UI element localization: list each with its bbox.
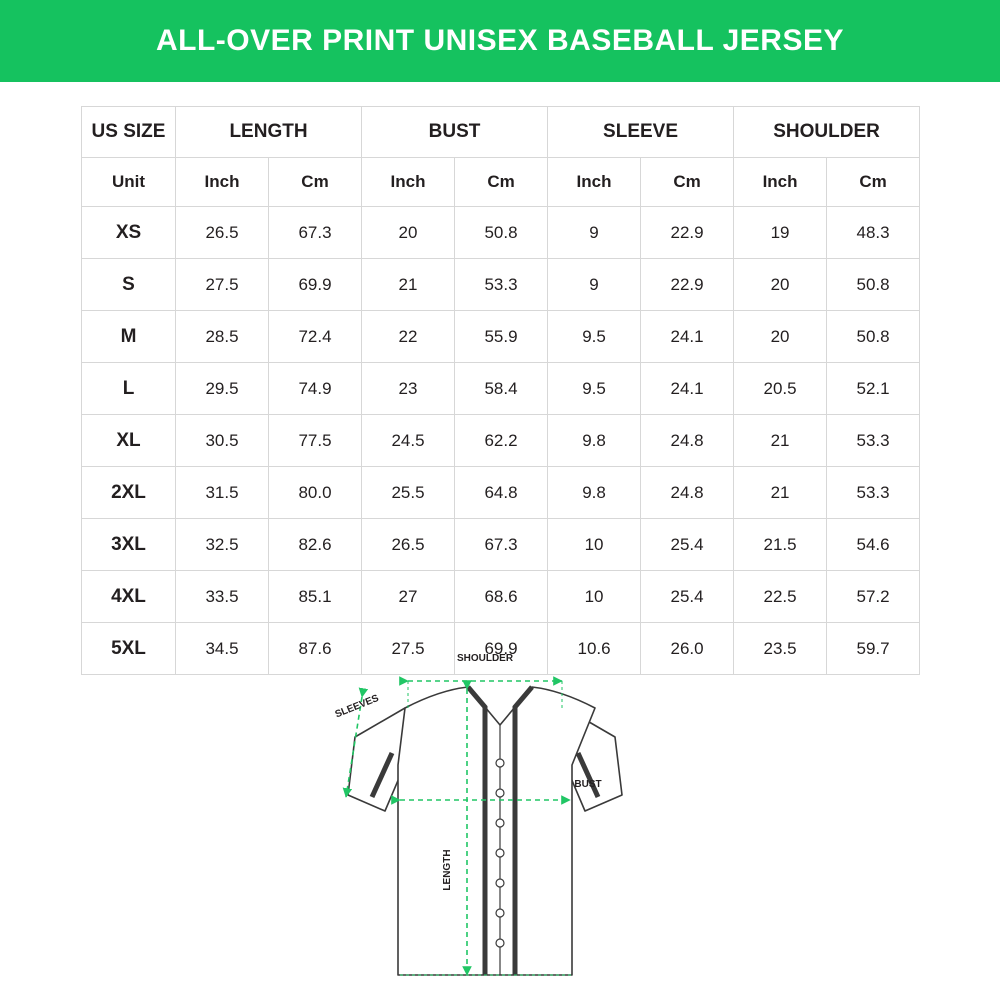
cell-sleeve-cm: 22.9 bbox=[641, 259, 734, 311]
row-size-label: 3XL bbox=[82, 519, 176, 571]
cell-length-inch: 33.5 bbox=[176, 571, 269, 623]
cell-bust-cm: 67.3 bbox=[455, 519, 548, 571]
table-row bbox=[82, 207, 920, 259]
cell-shoulder-cm: 50.8 bbox=[827, 259, 920, 311]
table-row bbox=[82, 519, 920, 571]
cell-length-inch: 32.5 bbox=[176, 519, 269, 571]
cell-bust-inch: 25.5 bbox=[362, 467, 455, 519]
cell-length-cm: 77.5 bbox=[269, 415, 362, 467]
cell-shoulder-cm: 48.3 bbox=[827, 207, 920, 259]
label-bust: BUST bbox=[574, 779, 602, 790]
cell-shoulder-cm: 53.3 bbox=[827, 467, 920, 519]
cell-sleeve-cm: 25.4 bbox=[641, 519, 734, 571]
page-title: ALL-OVER PRINT UNISEX BASEBALL JERSEY bbox=[155, 24, 845, 57]
cell-bust-cm: 53.3 bbox=[455, 259, 548, 311]
cell-sleeve-inch: 9.5 bbox=[548, 363, 641, 415]
size-table bbox=[81, 106, 920, 675]
table-row bbox=[82, 571, 920, 623]
cell-shoulder-cm: 50.8 bbox=[827, 311, 920, 363]
cell-length-inch: 29.5 bbox=[176, 363, 269, 415]
cell-bust-inch: 27 bbox=[362, 571, 455, 623]
unit-length-inch: Inch bbox=[176, 158, 269, 207]
cell-bust-cm: 55.9 bbox=[455, 311, 548, 363]
cell-sleeve-inch: 10.6 bbox=[548, 623, 641, 675]
table-group-header-row bbox=[82, 107, 920, 158]
cell-length-cm: 74.9 bbox=[269, 363, 362, 415]
cell-sleeve-inch: 9 bbox=[548, 207, 641, 259]
cell-sleeve-cm: 25.4 bbox=[641, 571, 734, 623]
table-row bbox=[82, 259, 920, 311]
cell-shoulder-inch: 19 bbox=[734, 207, 827, 259]
cell-bust-cm: 68.6 bbox=[455, 571, 548, 623]
cell-length-cm: 82.6 bbox=[269, 519, 362, 571]
unit-length-cm: Cm bbox=[269, 158, 362, 207]
cell-bust-inch: 21 bbox=[362, 259, 455, 311]
cell-shoulder-cm: 59.7 bbox=[827, 623, 920, 675]
cell-bust-inch: 20 bbox=[362, 207, 455, 259]
size-table-container bbox=[81, 106, 919, 675]
cell-bust-cm: 64.8 bbox=[455, 467, 548, 519]
cell-shoulder-inch: 23.5 bbox=[734, 623, 827, 675]
label-shoulder: SHOULDER bbox=[456, 653, 514, 664]
column-header-sleeve: SLEEVE bbox=[548, 107, 734, 158]
row-size-label: M bbox=[82, 311, 176, 363]
cell-sleeve-inch: 9.8 bbox=[548, 467, 641, 519]
table-unit-row bbox=[82, 158, 920, 207]
table-row bbox=[82, 415, 920, 467]
unit-shoulder-inch: Inch bbox=[734, 158, 827, 207]
cell-bust-inch: 22 bbox=[362, 311, 455, 363]
header-banner bbox=[0, 0, 1000, 82]
cell-shoulder-inch: 21 bbox=[734, 467, 827, 519]
row-size-label: 2XL bbox=[82, 467, 176, 519]
table-row bbox=[82, 363, 920, 415]
unit-sleeve-inch: Inch bbox=[548, 158, 641, 207]
column-header-us-size: US SIZE bbox=[82, 107, 176, 158]
cell-length-inch: 34.5 bbox=[176, 623, 269, 675]
unit-label: Unit bbox=[82, 158, 176, 207]
cell-shoulder-cm: 53.3 bbox=[827, 415, 920, 467]
cell-sleeve-inch: 9.5 bbox=[548, 311, 641, 363]
column-header-bust: BUST bbox=[362, 107, 548, 158]
jersey-measurement-diagram bbox=[300, 645, 700, 995]
cell-sleeve-inch: 10 bbox=[548, 571, 641, 623]
cell-sleeve-cm: 24.1 bbox=[641, 311, 734, 363]
cell-sleeve-cm: 24.8 bbox=[641, 415, 734, 467]
row-size-label: XS bbox=[82, 207, 176, 259]
cell-bust-cm: 62.2 bbox=[455, 415, 548, 467]
cell-bust-inch: 23 bbox=[362, 363, 455, 415]
cell-shoulder-inch: 20 bbox=[734, 259, 827, 311]
row-size-label: 5XL bbox=[82, 623, 176, 675]
cell-length-inch: 27.5 bbox=[176, 259, 269, 311]
cell-length-inch: 30.5 bbox=[176, 415, 269, 467]
cell-shoulder-inch: 20 bbox=[734, 311, 827, 363]
cell-length-cm: 72.4 bbox=[269, 311, 362, 363]
cell-sleeve-cm: 26.0 bbox=[641, 623, 734, 675]
label-length: LENGTH bbox=[442, 849, 453, 891]
cell-length-inch: 28.5 bbox=[176, 311, 269, 363]
cell-length-cm: 67.3 bbox=[269, 207, 362, 259]
cell-bust-inch: 27.5 bbox=[362, 623, 455, 675]
cell-length-inch: 31.5 bbox=[176, 467, 269, 519]
cell-sleeve-inch: 10 bbox=[548, 519, 641, 571]
unit-sleeve-cm: Cm bbox=[641, 158, 734, 207]
column-header-length: LENGTH bbox=[176, 107, 362, 158]
unit-bust-cm: Cm bbox=[455, 158, 548, 207]
cell-length-cm: 85.1 bbox=[269, 571, 362, 623]
table-row bbox=[82, 467, 920, 519]
row-size-label: S bbox=[82, 259, 176, 311]
cell-bust-inch: 26.5 bbox=[362, 519, 455, 571]
cell-bust-inch: 24.5 bbox=[362, 415, 455, 467]
cell-sleeve-cm: 22.9 bbox=[641, 207, 734, 259]
table-row bbox=[82, 311, 920, 363]
row-size-label: L bbox=[82, 363, 176, 415]
unit-bust-inch: Inch bbox=[362, 158, 455, 207]
row-size-label: XL bbox=[82, 415, 176, 467]
cell-sleeve-cm: 24.1 bbox=[641, 363, 734, 415]
label-sleeves: SLEEVES bbox=[333, 692, 381, 721]
cell-bust-cm: 50.8 bbox=[455, 207, 548, 259]
cell-length-cm: 69.9 bbox=[269, 259, 362, 311]
cell-shoulder-cm: 54.6 bbox=[827, 519, 920, 571]
cell-shoulder-inch: 20.5 bbox=[734, 363, 827, 415]
column-header-shoulder: SHOULDER bbox=[734, 107, 920, 158]
row-size-label: 4XL bbox=[82, 571, 176, 623]
cell-shoulder-cm: 57.2 bbox=[827, 571, 920, 623]
cell-sleeve-inch: 9.8 bbox=[548, 415, 641, 467]
cell-sleeve-inch: 9 bbox=[548, 259, 641, 311]
cell-shoulder-inch: 21 bbox=[734, 415, 827, 467]
cell-shoulder-inch: 21.5 bbox=[734, 519, 827, 571]
cell-bust-cm: 69.9 bbox=[455, 623, 548, 675]
cell-length-cm: 80.0 bbox=[269, 467, 362, 519]
cell-length-inch: 26.5 bbox=[176, 207, 269, 259]
cell-shoulder-inch: 22.5 bbox=[734, 571, 827, 623]
cell-bust-cm: 58.4 bbox=[455, 363, 548, 415]
cell-shoulder-cm: 52.1 bbox=[827, 363, 920, 415]
cell-sleeve-cm: 24.8 bbox=[641, 467, 734, 519]
cell-length-cm: 87.6 bbox=[269, 623, 362, 675]
unit-shoulder-cm: Cm bbox=[827, 158, 920, 207]
